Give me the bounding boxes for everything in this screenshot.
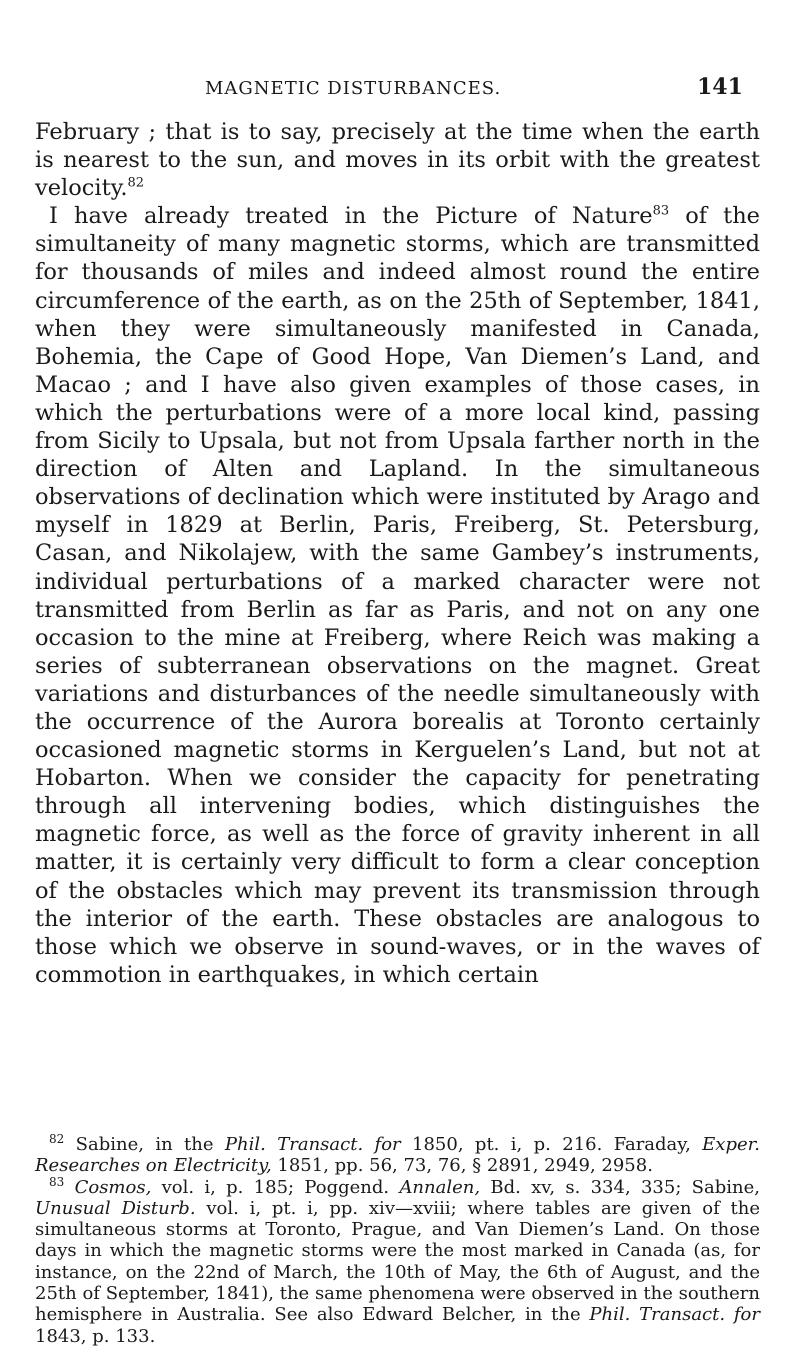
page-number: 141 (697, 74, 743, 100)
footnote-ref-83: 83 (652, 203, 670, 219)
footnote-83 (35, 1174, 761, 1347)
footnote-italic-text: Annalen, (399, 1176, 481, 1198)
page-header (0, 74, 800, 104)
footnote-number: 83 (49, 1174, 65, 1189)
footnote-italic-text: Unusual Disturb. (35, 1197, 196, 1219)
paragraph-1-text: February ; that is to say, precisely at the time when the earth is nearest to the sun, and moves in its orbit with the greatest velocity. (35, 119, 760, 202)
footnote-text: vol. i, p. 185; Poggend. (151, 1176, 400, 1198)
footnote-number: 82 (49, 1132, 65, 1146)
paragraph-2 (35, 202, 760, 989)
footnote-ref-82: 82 (127, 175, 145, 191)
footnotes (35, 1134, 760, 1347)
footnote-italic-text: Phil. Transact. for (224, 1134, 401, 1155)
footnote-text: vol. i, pt. i, pp. xiv—xviii; where tables are given of the simultaneous storms at Toronto, Prague, and Van Diemen’s Land. On those days in which the magnetic storms were the most marked in Canada (as, for instance, on the 22nd of March, the 10th of May, the 6th of August, and the 25th of September, 1841), the same phenomena were observed in the southern hemisphere in Australia. See also Edward Belcher, in the (35, 1197, 761, 1326)
footnote-82 (35, 1134, 760, 1177)
paragraph-1 (35, 118, 760, 202)
footnote-text: Bd. xv, s. 334, 335; Sabine, (480, 1176, 760, 1198)
footnote-italic-text: Phil. Transact. for (589, 1304, 760, 1326)
footnote-italic-text: Exper. Researches on Electricity, (35, 1134, 760, 1177)
main-text (35, 118, 760, 989)
paragraph-2-text-b: of the simultaneity of many magnetic storms, which are transmitted for thousands of miles and indeed almost round the entire circumference of the earth, as on the 25th of September, 1841, when they were simultaneously manifested in Canada, Bohemia, the Cape of Good Hope, Van Diemen’s Land, and Macao ; and I have also given examples of those cases, in which the perturbations were of a more local kind, passing from Sicily to Upsala, but not from Upsala farther north in the direction of Alten and Lapland. In the simultaneous observations of declination which were instituted by Arago and myself in 1829 at Berlin, Paris, Freiberg, St. Petersburg, Casan, and Nikolajew, with the same Gambey’s instruments, individual perturbations of a marked character were not transmitted from Berlin as far as Paris, and not on any one occasion to the mine at Freiberg, where Reich was making a series of subterranean observations on the magnet. Great variations and disturbances of the needle simultaneously with the occurrence of the Aurora borealis at Toronto certainly occasioned magnetic storms in Kerguelen’s Land, but not at Hobarton. When we consider the capacity for penetrating through all intervening bodies, which distinguishes the magnetic force, as well as the force of gravity inherent in all matter, it is certainly very difficult to form a clear conception of the obstacles which may prevent its transmission through the interior of the earth. These obstacles are analogous to those which we observe in sound-waves, or in the waves of commotion in earthquakes, in which certain (35, 203, 760, 988)
footnote-text: 1851, pp. 56, 73, 76, § 2891, 2949, 2958. (271, 1155, 653, 1177)
footnote-italic-text: Cosmos, (74, 1176, 152, 1198)
running-head: MAGNETIC DISTURBANCES. (205, 78, 502, 99)
footnote-text: Sabine, in the (75, 1134, 225, 1155)
footnote-text: 1843, p. 133. (35, 1325, 156, 1347)
footnote-text: 1850, pt. i, p. 216. Faraday, (400, 1134, 703, 1155)
paragraph-2-text-a: I have already treated in the Picture of Nature (49, 203, 653, 230)
